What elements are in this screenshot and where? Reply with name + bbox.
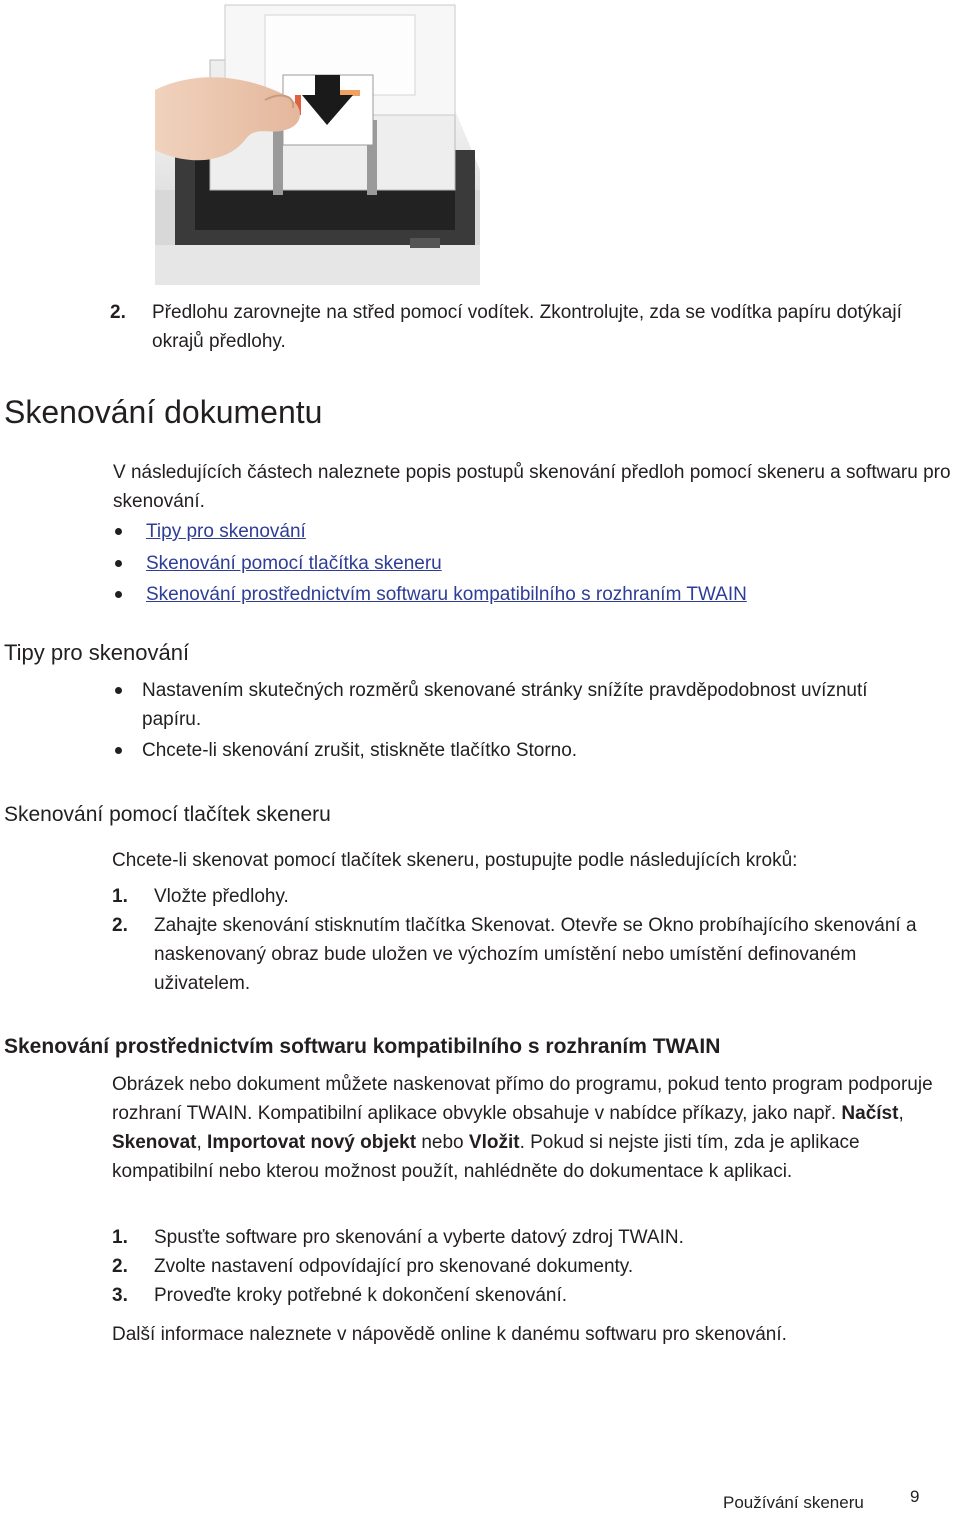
step-number: 2. — [112, 915, 128, 936]
cmd-importovat: Importovat nový objekt — [207, 1132, 417, 1153]
step-number: 1. — [112, 886, 128, 907]
step-number: 2. — [112, 1256, 128, 1277]
cmd-skenovat: Skenovat — [112, 1132, 197, 1153]
step-text: Proveďte kroky potřebné k dokončení skenování. — [154, 1285, 568, 1306]
buttons-step-1 — [112, 882, 958, 911]
buttons-step-2 — [112, 911, 958, 998]
link-twain[interactable]: Skenování prostřednictvím softwaru kompatibilního s rozhraním TWAIN — [146, 584, 747, 605]
step-2-alignment — [110, 298, 960, 356]
step-text: Zvolte nastavení odpovídající pro skenované dokumenty. — [154, 1256, 634, 1277]
scanner-photo — [155, 0, 480, 285]
twain-footer-note: Další informace naleznete v nápovědě online k danému softwaru pro skenování. — [112, 1324, 787, 1345]
footer-page-number: 9 — [910, 1487, 920, 1506]
cmd-nacist: Načíst — [841, 1103, 899, 1124]
bullet-icon — [115, 687, 122, 694]
twain-intro — [112, 1070, 957, 1186]
twain-intro-text-end: . Pokud si nejste jisti tím, zda je aplikace kompatibilní nebo kterou možnost použít, nahlédněte do dokumentace k aplikaci. — [112, 1132, 860, 1182]
step-text: Spusťte software pro skenování a vyberte datový zdroj TWAIN. — [154, 1227, 684, 1248]
bullet-icon — [115, 528, 122, 535]
separator: , — [196, 1132, 208, 1153]
twain-intro-text: Obrázek nebo dokument můžete naskenovat přímo do programu, pokud tento program podporuje rozhraní TWAIN. Kompatibilní aplikace obvykle obsahuje v nabídce příkazy, jako např. — [112, 1074, 933, 1124]
link-scan-button[interactable]: Skenování pomocí tlačítka skeneru — [146, 553, 442, 574]
bullet-icon — [115, 747, 122, 754]
step-text: Zahajte skenování stisknutím tlačítka Skenovat. Otevře se Okno probíhajícího skenování a naskenovaný obraz bude uložen ve výchozím umístění nebo umístění definovaném uživatelem. — [154, 915, 917, 994]
bullet-icon — [115, 591, 122, 598]
step-number: 1. — [112, 1227, 128, 1248]
section-title-buttons: Skenování pomocí tlačítek skeneru — [4, 803, 331, 826]
link-tips[interactable]: Tipy pro skenování — [146, 521, 306, 542]
tip-text: Chcete-li skenování zrušit, stiskněte tlačítko Storno. — [142, 740, 578, 761]
footer-chapter: Používání skeneru — [723, 1493, 864, 1512]
step-number: 3. — [112, 1285, 128, 1306]
twain-step-2 — [112, 1252, 958, 1281]
section-title-tips: Tipy pro skenování — [4, 640, 190, 665]
separator: , — [898, 1103, 904, 1124]
section-title-twain: Skenování prostřednictvím softwaru kompatibilního s rozhraním TWAIN — [4, 1035, 721, 1058]
scanning-intro: V následujících částech naleznete popis postupů skenování předloh pomocí skeneru a softwaru pro skenování. — [113, 462, 951, 512]
tip-text: Nastavením skutečných rozměrů skenované stránky snížíte pravděpodobnost uvíznutí papíru. — [142, 680, 868, 730]
twain-step-1 — [112, 1223, 958, 1252]
separator: nebo — [416, 1132, 469, 1153]
step-text: Vložte předlohy. — [154, 886, 289, 907]
section-title-scanning: Skenování dokumentu — [4, 394, 323, 430]
twain-step-3 — [112, 1281, 958, 1310]
step-number: 2. — [110, 302, 126, 323]
buttons-intro: Chcete-li skenovat pomocí tlačítek skeneru, postupujte podle následujících kroků: — [112, 850, 798, 871]
step-text: Předlohu zarovnejte na střed pomocí vodítek. Zkontrolujte, zda se vodítka papíru dotýkají okrajů předlohy. — [152, 302, 902, 352]
cmd-vlozit: Vložit — [468, 1132, 520, 1153]
bullet-icon — [115, 560, 122, 567]
